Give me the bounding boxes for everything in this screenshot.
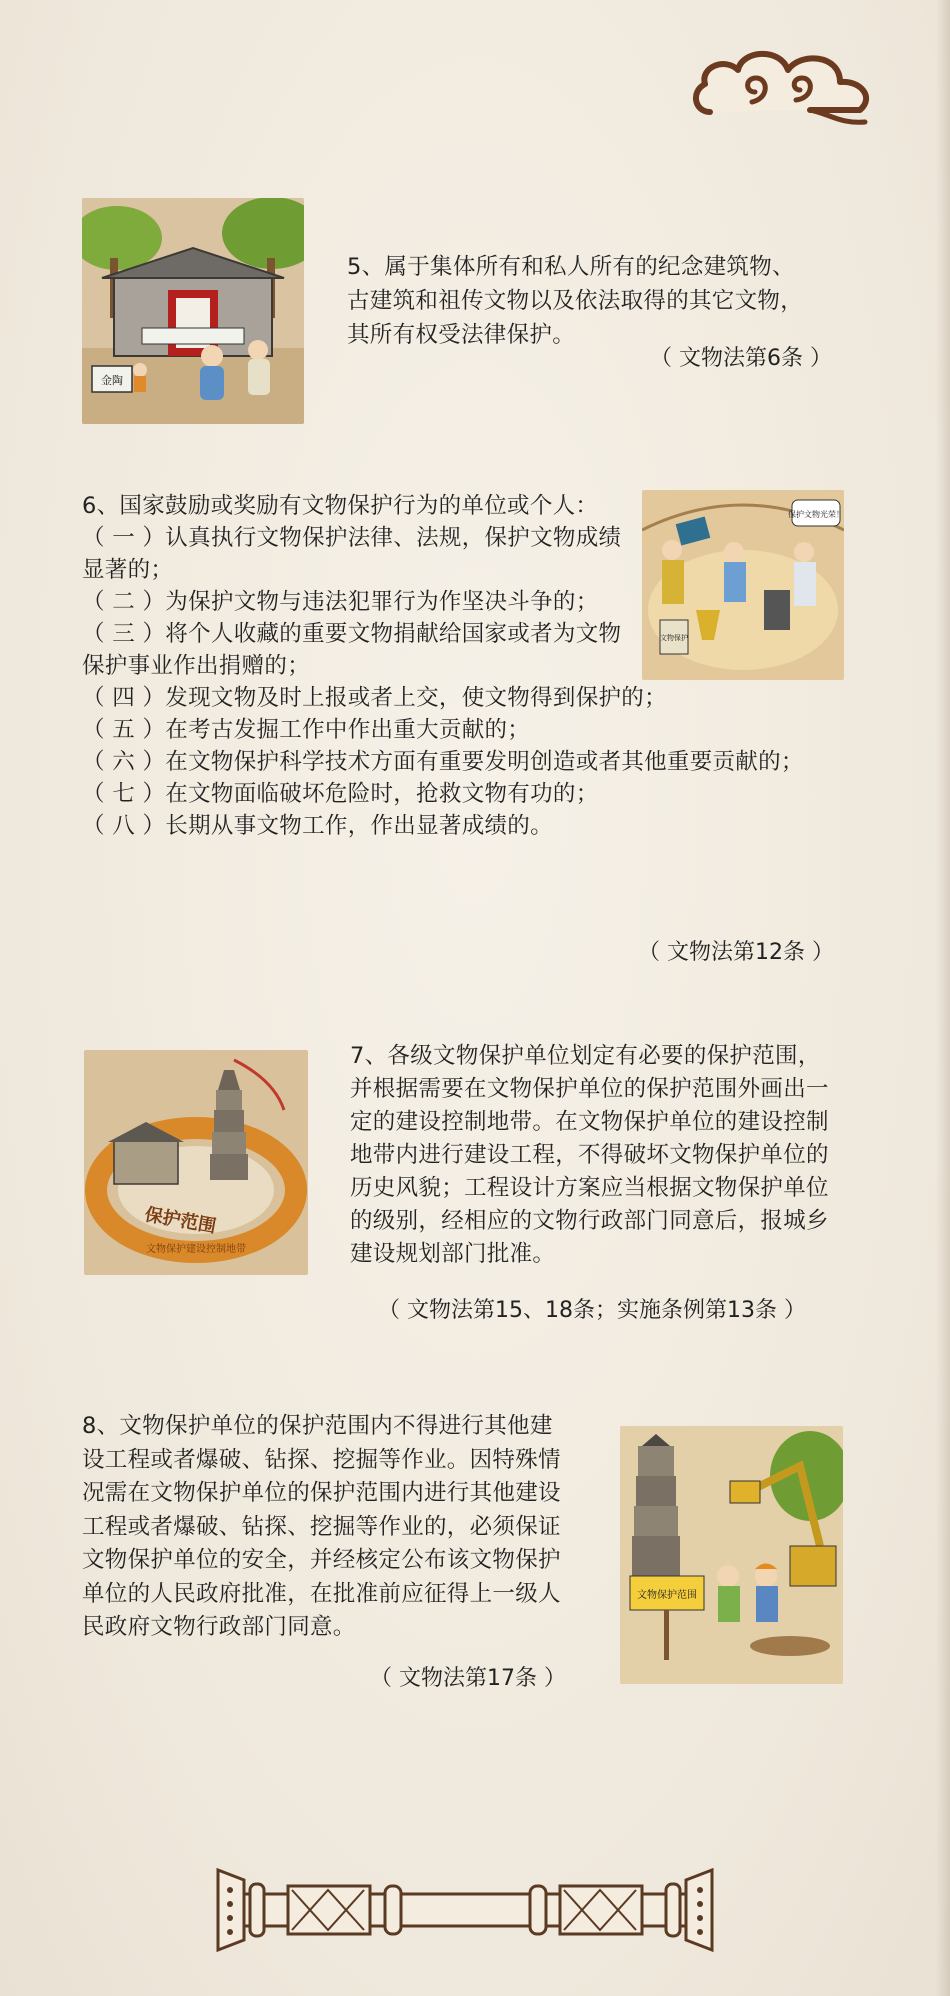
sign-text: 文物保护范围 — [637, 1590, 697, 1601]
list-item: （ 三 ）将个人收藏的重要文物捐献给国家或者为文物保护事业作出捐赠的； — [82, 621, 622, 679]
illustration-ancestral-hall — [82, 198, 304, 424]
list-item: （ 四 ）发现文物及时上报或者上交，使文物得到保护的； — [82, 685, 667, 711]
page-edge-shadow — [936, 0, 950, 1996]
article-5-text: 5、属于集体所有和私人所有的纪念建筑物、古建筑和祖传文物以及依法取得的其它文物，其所有权受法律保护。 — [347, 254, 804, 348]
list-item: （ 八 ）长期从事文物工作，作出显著成绩的。 — [82, 813, 553, 839]
banner-text: 文物保护 — [660, 634, 688, 642]
article-6-list — [82, 490, 804, 842]
article-8-text: 8、文物保护单位的保护范围内不得进行其他建设工程或者爆破、钻探、挖掘等作业。因特殊情况需在文物保护单位的保护范围内进行其他建设工程或者爆破、钻探、挖掘等作业的，必须保证文物保护单位的安全，并经核定公布该文物保护单位的人民政府批准，在批准前应征得上一级人民政府文物行政部门同意。 — [82, 1413, 561, 1640]
illustration-protection-zone — [84, 1050, 308, 1275]
illustration-excavation-site — [620, 1426, 843, 1684]
speech-bubble-text: 保护文物光荣！ — [788, 510, 844, 519]
list-item: （ 五 ）在考古发掘工作中作出重大贡献的； — [82, 717, 531, 743]
sign-text: 金陶 — [101, 374, 123, 387]
article-8-citation: （ 文物法第17条 ） — [370, 1666, 566, 1691]
scroll-ornament — [210, 1860, 720, 1960]
article-7-text: 7、各级文物保护单位划定有必要的保护范围，并根据需要在文物保护单位的保护范围外画出一定的建设控制地带。在文物保护单位的建设控制地带内进行建设工程，不得破坏文物保护单位的历史风貌；工程设计方案应当根据文物保护单位的级别，经相应的文物行政部门同意后，报城乡建设规划部门批准。 — [350, 1043, 829, 1267]
illustration-award-ceremony — [642, 490, 844, 680]
article-6-title: 6、国家鼓励或奖励有文物保护行为的单位或个人： — [82, 493, 599, 519]
article-7-citation: （ 文物法第15、18条；实施条例第13条 ） — [378, 1298, 806, 1323]
list-item: （ 二 ）为保护文物与违法犯罪行为作坚决斗争的； — [82, 589, 599, 615]
zone-label: 保护范围 — [143, 1204, 218, 1238]
list-item: （ 七 ）在文物面临破坏危险时，抢救文物有功的； — [82, 781, 599, 807]
article-6-citation: （ 文物法第12条 ） — [638, 940, 834, 965]
ribbon-label: 文物保护建设控制地带 — [146, 1244, 246, 1255]
list-item: （ 六 ）在文物保护科学技术方面有重要发明创造或者其他重要贡献的； — [82, 749, 804, 775]
auspicious-cloud-ornament — [690, 42, 880, 132]
list-item: （ 一 ）认真执行文物保护法律、法规，保护文物成绩显著的； — [82, 525, 622, 583]
article-5-citation: （ 文物法第6条 ） — [650, 346, 832, 371]
